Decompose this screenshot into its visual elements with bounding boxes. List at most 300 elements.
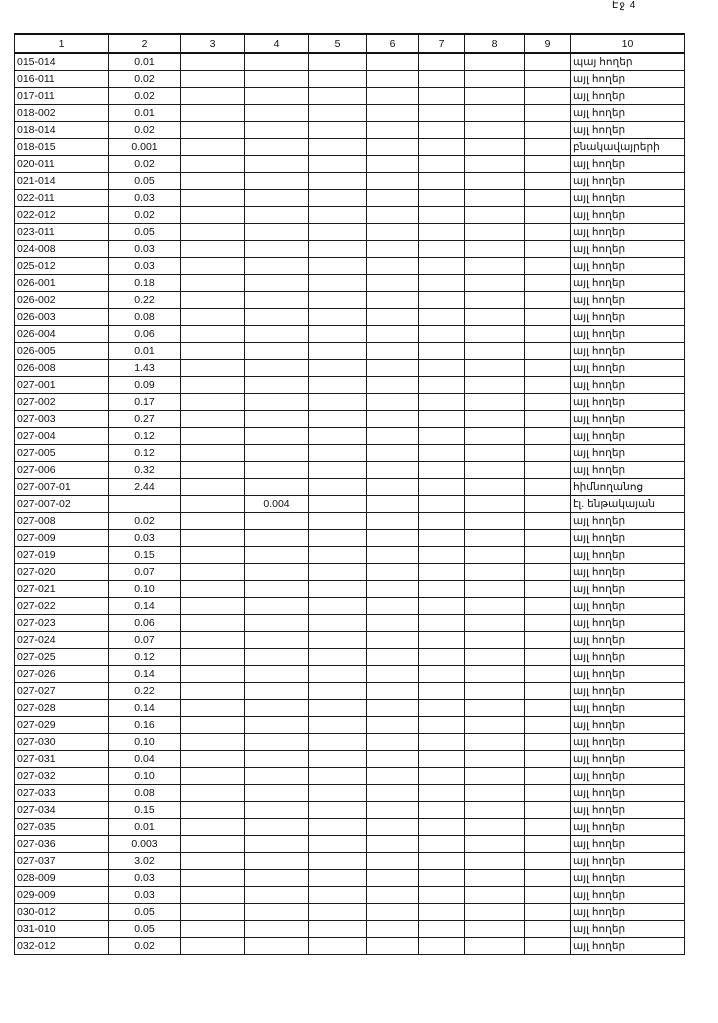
table-cell: այլ հողեր <box>571 683 685 700</box>
table-cell <box>367 819 419 836</box>
table-cell <box>181 275 245 292</box>
table-cell <box>465 275 525 292</box>
table-cell <box>525 462 571 479</box>
table-cell: 0.02 <box>109 156 181 173</box>
table-cell: այլ հողեր <box>571 717 685 734</box>
table-cell <box>309 411 367 428</box>
table-cell: 0.06 <box>109 326 181 343</box>
table-cell <box>419 683 465 700</box>
table-cell <box>245 309 309 326</box>
table-cell: այլ հողեր <box>571 377 685 394</box>
table-cell <box>181 836 245 853</box>
table-cell <box>525 343 571 360</box>
table-cell <box>245 870 309 887</box>
table-cell <box>367 377 419 394</box>
table-cell <box>245 802 309 819</box>
table-cell <box>419 581 465 598</box>
table-cell <box>367 547 419 564</box>
table-cell: այլ հողեր <box>571 938 685 955</box>
table-cell <box>181 938 245 955</box>
table-cell <box>525 615 571 632</box>
table-cell: 0.12 <box>109 445 181 462</box>
table-cell <box>465 768 525 785</box>
table-cell: 018-014 <box>15 122 109 139</box>
table-cell <box>181 870 245 887</box>
table-cell <box>419 309 465 326</box>
table-cell: այլ հողեր <box>571 819 685 836</box>
table-cell: այլ հողեր <box>571 122 685 139</box>
table-cell <box>419 411 465 428</box>
table-cell <box>465 615 525 632</box>
table-cell <box>525 105 571 122</box>
table-row <box>15 683 685 700</box>
table-cell <box>525 428 571 445</box>
table-cell <box>419 105 465 122</box>
table-cell <box>525 802 571 819</box>
table-cell: 027-002 <box>15 394 109 411</box>
table-cell <box>465 870 525 887</box>
table-cell <box>181 666 245 683</box>
table-row <box>15 819 685 836</box>
table-cell <box>367 734 419 751</box>
column-header: 1 <box>15 34 109 53</box>
table-cell: այլ հողեր <box>571 870 685 887</box>
table-cell <box>309 564 367 581</box>
table-cell: 026-008 <box>15 360 109 377</box>
column-header: 9 <box>525 34 571 53</box>
table-cell <box>525 479 571 496</box>
table-row <box>15 904 685 921</box>
table-cell: 026-005 <box>15 343 109 360</box>
table-cell: 3.02 <box>109 853 181 870</box>
table-cell <box>309 139 367 156</box>
table-cell: 0.22 <box>109 292 181 309</box>
table-cell <box>419 258 465 275</box>
table-cell <box>309 598 367 615</box>
table-cell: 0.16 <box>109 717 181 734</box>
table-cell <box>245 88 309 105</box>
table-cell <box>525 122 571 139</box>
table-cell <box>367 496 419 513</box>
table-cell <box>245 360 309 377</box>
table-cell <box>309 785 367 802</box>
table-cell <box>245 122 309 139</box>
table-cell <box>245 921 309 938</box>
table-cell <box>245 666 309 683</box>
table-cell <box>465 700 525 717</box>
table-cell: այլ հողեր <box>571 836 685 853</box>
table-cell <box>367 156 419 173</box>
table-cell <box>309 207 367 224</box>
table-cell <box>419 819 465 836</box>
table-cell <box>245 751 309 768</box>
table-row <box>15 122 685 139</box>
table-cell: այլ հողեր <box>571 598 685 615</box>
table-cell: բնակավայրերի <box>571 139 685 156</box>
table-cell <box>367 768 419 785</box>
table-cell <box>245 377 309 394</box>
table-cell: 0.04 <box>109 751 181 768</box>
land-parcel-table <box>14 33 685 955</box>
table-cell <box>245 241 309 258</box>
table-cell <box>419 751 465 768</box>
table-cell <box>367 598 419 615</box>
table-cell <box>309 360 367 377</box>
table-cell <box>367 173 419 190</box>
table-cell <box>465 122 525 139</box>
table-cell: այլ հողեր <box>571 615 685 632</box>
table-cell <box>465 394 525 411</box>
table-row <box>15 394 685 411</box>
table-cell <box>367 394 419 411</box>
table-cell <box>525 292 571 309</box>
table-row <box>15 938 685 955</box>
table-cell <box>367 649 419 666</box>
table-cell <box>309 615 367 632</box>
table-cell <box>367 751 419 768</box>
table-cell <box>309 938 367 955</box>
table-cell <box>245 394 309 411</box>
table-cell: 0.12 <box>109 649 181 666</box>
table-cell <box>245 258 309 275</box>
table-cell <box>525 581 571 598</box>
table-cell <box>309 88 367 105</box>
table-cell <box>419 938 465 955</box>
table-cell <box>465 853 525 870</box>
table-cell: այլ հողեր <box>571 904 685 921</box>
table-cell <box>419 904 465 921</box>
table-cell <box>525 156 571 173</box>
table-cell <box>525 309 571 326</box>
table-cell: այլ հողեր <box>571 921 685 938</box>
table-cell <box>181 904 245 921</box>
table-cell <box>367 241 419 258</box>
table-cell <box>465 547 525 564</box>
table-cell: այլ հողեր <box>571 275 685 292</box>
table-cell <box>419 343 465 360</box>
table-cell: այլ հողեր <box>571 411 685 428</box>
table-cell <box>465 428 525 445</box>
table-cell <box>309 819 367 836</box>
table-row <box>15 785 685 802</box>
table-cell <box>525 717 571 734</box>
table-cell <box>245 428 309 445</box>
table-row <box>15 224 685 241</box>
table-cell <box>367 326 419 343</box>
table-cell <box>465 462 525 479</box>
table-cell <box>367 224 419 241</box>
table-cell <box>309 513 367 530</box>
table-row <box>15 190 685 207</box>
table-cell: 027-007-02 <box>15 496 109 513</box>
table-cell <box>525 88 571 105</box>
table-cell <box>419 428 465 445</box>
table-cell <box>181 513 245 530</box>
table-cell <box>181 887 245 904</box>
table-cell <box>419 530 465 547</box>
table-cell: 027-027 <box>15 683 109 700</box>
table-cell <box>419 853 465 870</box>
table-cell: այլ հողեր <box>571 309 685 326</box>
table-cell <box>181 139 245 156</box>
table-cell <box>525 139 571 156</box>
table-cell <box>181 462 245 479</box>
table-cell <box>367 462 419 479</box>
table-cell <box>309 156 367 173</box>
table-row <box>15 292 685 309</box>
table-cell: 023-011 <box>15 224 109 241</box>
table-cell <box>309 547 367 564</box>
table-cell <box>181 241 245 258</box>
table-cell <box>309 241 367 258</box>
table-cell <box>525 649 571 666</box>
table-cell: այլ հողեր <box>571 292 685 309</box>
table-cell <box>525 530 571 547</box>
table-cell <box>419 88 465 105</box>
table-cell <box>525 241 571 258</box>
table-cell <box>419 717 465 734</box>
table-cell <box>525 887 571 904</box>
table-row <box>15 853 685 870</box>
table-cell <box>309 496 367 513</box>
table-cell: պայ հողեր <box>571 53 685 71</box>
table-cell <box>525 445 571 462</box>
table-cell <box>465 53 525 71</box>
table-cell: այլ հողեր <box>571 394 685 411</box>
table-cell <box>309 53 367 71</box>
table-row <box>15 275 685 292</box>
table-cell: 027-021 <box>15 581 109 598</box>
table-cell: այլ հողեր <box>571 530 685 547</box>
table-cell <box>465 530 525 547</box>
table-cell <box>245 887 309 904</box>
table-cell <box>419 377 465 394</box>
table-cell: 027-029 <box>15 717 109 734</box>
table-cell <box>419 292 465 309</box>
table-cell <box>181 258 245 275</box>
table-cell: 0.06 <box>109 615 181 632</box>
table-cell <box>419 173 465 190</box>
table-cell <box>181 105 245 122</box>
column-header: 7 <box>419 34 465 53</box>
table-cell <box>309 309 367 326</box>
table-cell: այլ հողեր <box>571 190 685 207</box>
table-cell: այլ հողեր <box>571 343 685 360</box>
table-cell: այլ հողեր <box>571 785 685 802</box>
table-cell <box>419 547 465 564</box>
table-cell: այլ հողեր <box>571 649 685 666</box>
table-cell: 027-019 <box>15 547 109 564</box>
page-number: Էջ 4 <box>612 0 637 11</box>
table-cell <box>465 717 525 734</box>
table-cell: 0.03 <box>109 530 181 547</box>
table-cell: 0.10 <box>109 581 181 598</box>
table-cell <box>367 666 419 683</box>
table-cell: այլ հողեր <box>571 462 685 479</box>
table-row <box>15 139 685 156</box>
table-row <box>15 105 685 122</box>
table-cell: 0.14 <box>109 666 181 683</box>
table-cell: 0.02 <box>109 938 181 955</box>
table-cell <box>465 802 525 819</box>
table-cell: 0.02 <box>109 207 181 224</box>
table-cell <box>367 360 419 377</box>
table-cell <box>419 326 465 343</box>
table-cell: 026-002 <box>15 292 109 309</box>
table-cell <box>525 683 571 700</box>
table-row <box>15 734 685 751</box>
table-cell <box>367 717 419 734</box>
table-row <box>15 717 685 734</box>
table-cell <box>245 904 309 921</box>
table-cell <box>245 683 309 700</box>
table-cell: 0.08 <box>109 309 181 326</box>
table-cell: 027-001 <box>15 377 109 394</box>
table-cell <box>309 173 367 190</box>
table-row <box>15 377 685 394</box>
table-cell <box>245 547 309 564</box>
table-cell <box>419 71 465 88</box>
table-cell: այլ հողեր <box>571 173 685 190</box>
table-cell <box>181 71 245 88</box>
table-cell: 0.05 <box>109 904 181 921</box>
table-row <box>15 836 685 853</box>
table-cell: 0.09 <box>109 377 181 394</box>
table-cell <box>181 479 245 496</box>
table-row <box>15 258 685 275</box>
table-cell <box>465 751 525 768</box>
table-cell <box>245 445 309 462</box>
table-cell <box>181 683 245 700</box>
table-cell <box>525 411 571 428</box>
column-header: 10 <box>571 34 685 53</box>
table-cell: այլ հողեր <box>571 887 685 904</box>
table-cell <box>181 649 245 666</box>
table-cell <box>245 71 309 88</box>
column-header: 5 <box>309 34 367 53</box>
table-cell: 018-015 <box>15 139 109 156</box>
table-cell <box>525 785 571 802</box>
table-cell <box>367 564 419 581</box>
table-cell: այլ հողեր <box>571 768 685 785</box>
table-cell <box>181 343 245 360</box>
table-row <box>15 309 685 326</box>
table-cell: 027-022 <box>15 598 109 615</box>
table-cell <box>181 751 245 768</box>
table-cell: 016-011 <box>15 71 109 88</box>
table-row <box>15 479 685 496</box>
table-row <box>15 173 685 190</box>
table-cell <box>367 309 419 326</box>
table-cell <box>367 343 419 360</box>
table-cell: 0.03 <box>109 887 181 904</box>
table-cell <box>525 71 571 88</box>
table-cell <box>309 343 367 360</box>
table-cell <box>309 224 367 241</box>
table-cell: 027-020 <box>15 564 109 581</box>
table-cell <box>367 802 419 819</box>
table-cell <box>465 411 525 428</box>
table-cell <box>309 479 367 496</box>
column-header: 8 <box>465 34 525 53</box>
table-cell <box>367 190 419 207</box>
table-cell <box>419 615 465 632</box>
table-cell: այլ հողեր <box>571 564 685 581</box>
table-cell <box>525 836 571 853</box>
table-cell <box>245 224 309 241</box>
table-cell: 0.02 <box>109 513 181 530</box>
table-cell <box>465 496 525 513</box>
table-cell <box>309 887 367 904</box>
table-cell: 0.01 <box>109 819 181 836</box>
table-row <box>15 445 685 462</box>
table-cell <box>465 292 525 309</box>
table-cell: 0.05 <box>109 921 181 938</box>
table-cell: 022-011 <box>15 190 109 207</box>
table-cell <box>245 139 309 156</box>
table-cell <box>367 479 419 496</box>
table-cell <box>309 292 367 309</box>
table-cell <box>367 700 419 717</box>
table-cell <box>465 819 525 836</box>
table-cell <box>181 564 245 581</box>
table-cell <box>465 479 525 496</box>
table-cell <box>367 615 419 632</box>
table-row <box>15 649 685 666</box>
table-cell: 0.18 <box>109 275 181 292</box>
table-cell <box>367 139 419 156</box>
table-cell: 027-007-01 <box>15 479 109 496</box>
table-cell <box>367 207 419 224</box>
table-row <box>15 53 685 71</box>
table-cell <box>181 190 245 207</box>
table-cell: այլ հողեր <box>571 207 685 224</box>
table-cell <box>181 615 245 632</box>
table-cell: այլ հողեր <box>571 547 685 564</box>
table-cell <box>465 836 525 853</box>
table-cell <box>181 360 245 377</box>
table-cell <box>419 241 465 258</box>
table-cell <box>367 88 419 105</box>
table-cell <box>419 564 465 581</box>
table-cell <box>419 921 465 938</box>
table-row <box>15 530 685 547</box>
table-cell <box>525 564 571 581</box>
table-cell <box>245 530 309 547</box>
table-cell: 027-008 <box>15 513 109 530</box>
table-cell <box>181 530 245 547</box>
table-cell <box>367 71 419 88</box>
table-cell <box>419 156 465 173</box>
table-cell: 027-035 <box>15 819 109 836</box>
table-cell: այլ հողեր <box>571 105 685 122</box>
table-cell <box>419 394 465 411</box>
table-cell <box>181 224 245 241</box>
table-cell <box>309 717 367 734</box>
table-cell: 0.03 <box>109 870 181 887</box>
table-cell: էլ. ենթակայան <box>571 496 685 513</box>
table-cell <box>245 462 309 479</box>
table-cell <box>367 513 419 530</box>
table-cell: 0.14 <box>109 700 181 717</box>
table-cell: այլ հողեր <box>571 632 685 649</box>
table-cell <box>367 581 419 598</box>
table-cell <box>309 377 367 394</box>
table-cell <box>419 122 465 139</box>
table-cell <box>367 785 419 802</box>
table-cell: 028-009 <box>15 870 109 887</box>
table-cell <box>181 921 245 938</box>
